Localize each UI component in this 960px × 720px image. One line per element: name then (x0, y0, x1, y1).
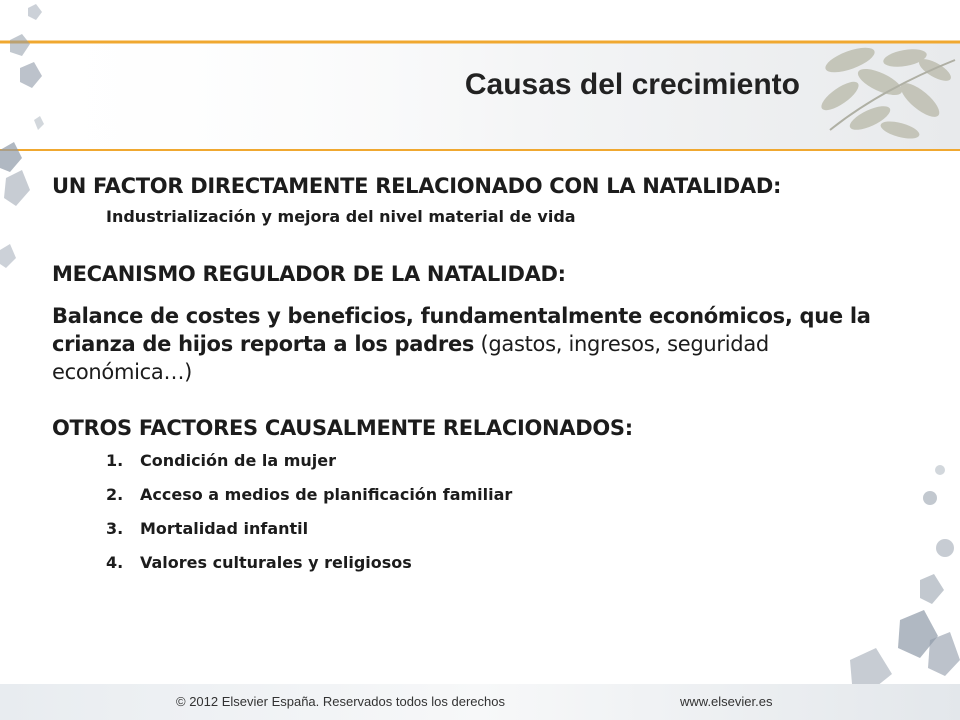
balance-rest-text: (gastos, ingresos, seguridad económica…) (52, 332, 769, 384)
slide-title: Causas del crecimiento (464, 68, 800, 101)
website-link[interactable]: www.elsevier.es (680, 694, 773, 709)
slide-content (52, 172, 912, 586)
list-label: Valores culturales y religiosos (140, 553, 412, 572)
list-item (106, 552, 912, 574)
list-item (106, 518, 912, 540)
list-number: 2. (106, 485, 124, 504)
list-number: 3. (106, 519, 124, 538)
balance-bold-text: Balance de costes y beneficios, fundamentalmente económicos, que la crianza de hijos reporta a los padres (52, 304, 871, 356)
list-item (106, 450, 912, 472)
factor-heading: UN FACTOR DIRECTAMENTE RELACIONADO CON LA NATALIDAD: (52, 174, 782, 198)
mechanism-heading: MECANISMO REGULADOR DE LA NATALIDAD: (52, 262, 566, 286)
factor-detail: Industrialización y mejora del nivel material de vida (106, 207, 576, 226)
balance-paragraph (52, 302, 912, 386)
list-label: Acceso a medios de planificación familiar (140, 485, 513, 504)
copyright-notice: © 2012 Elsevier España. Reservados todos los derechos (176, 694, 505, 709)
list-number: 1. (106, 451, 124, 470)
others-heading: OTROS FACTORES CAUSALMENTE RELACIONADOS: (52, 416, 633, 440)
others-list (106, 450, 912, 574)
list-label: Condición de la mujer (140, 451, 336, 470)
list-item (106, 484, 912, 506)
list-label: Mortalidad infantil (140, 519, 309, 538)
list-number: 4. (106, 553, 124, 572)
